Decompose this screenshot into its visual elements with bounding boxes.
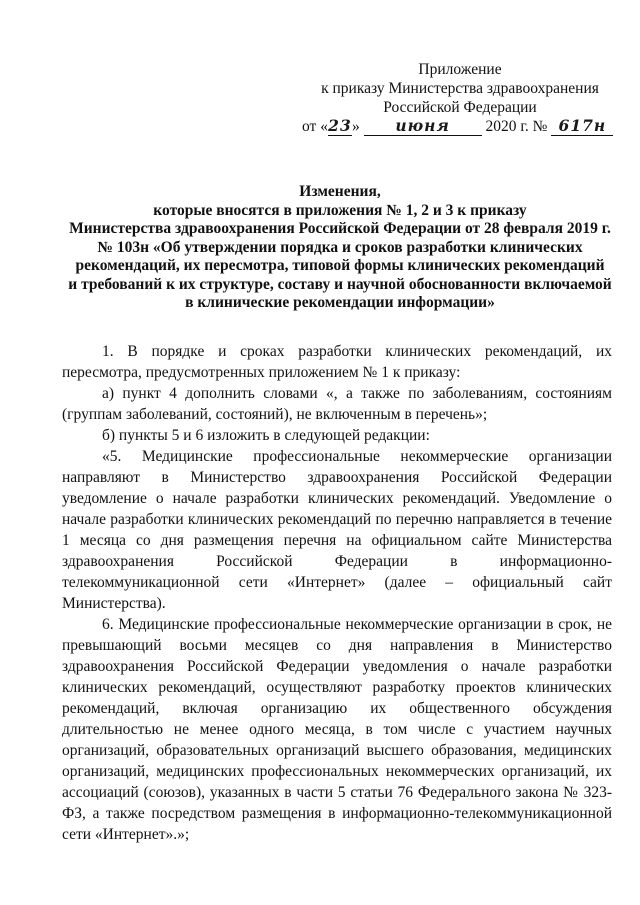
handwritten-day: 23 [328,116,352,135]
document-body [62,341,612,845]
paragraph-5: «5. Медицинские профессиональные некоммерческие организации направляют в Министерство здравоохранения Российской Федерации уведомление о начале разработки клинических рекомендаций. Уведомление о начале разработки клинических рекомендаций по перечню направляется в течение 1 месяца со дня размещения перечня на официальном сайте Министерства здравоохранения Российской Федерации в информационно-телекоммуникационной сети «Интернет» (далее – официальный сайт Министерства). [62,448,612,612]
year-text: 2020 г. № [485,118,548,135]
paragraph-1: 1. В порядке и сроках разработки клинических рекомендаций, их пересмотра, предусмотренных приложением № 1 к приказу: [62,343,612,381]
federation-line: Российской Федерации [383,99,537,116]
order-ref-line: к приказу Министерства здравоохранения [321,80,599,97]
paragraph-b: б) пункты 5 и 6 изложить в следующей редакции: [102,427,430,444]
document-title [60,183,620,313]
date-prefix: от « [302,118,328,135]
handwritten-month: июня [364,118,482,136]
paragraph-6: 6. Медицинские профессиональные некоммерческие организации в срок, не превышающий восьми месяцев со дня направления в Министерство здравоохранения Российской Федерации уведомления о начале разработки клинических рекомендаций, осуществляют разработку проектов клинических рекомендаций, включая организацию их общественного обсуждения длительностью не менее одного месяца, в том числе с участием научных организаций, образовательных организаций высшего образования, медицинских организаций, медицинских профессиональных некоммерческих организаций, их ассоциаций (союзов), указанных в части 5 статьи 76 Федерального закона № 323-ФЗ, а также посредством размещения в информационно-телекоммуникационной сети «Интернет».»; [62,616,612,843]
title-line: рекомендаций, их пересмотра, типовой формы клинических рекомендаций [75,257,605,274]
title-line: и требований к их структуре, составу и научной обоснованности включаемой [68,275,612,293]
appendix-header [300,60,620,136]
date-number-line [302,117,620,136]
title-line: которые вносятся в приложения № 1, 2 и 3 к приказу [153,201,527,219]
appendix-label: Приложение [418,61,502,78]
date-quote-close: » [351,118,360,135]
title-line: № 103н «Об утверждении порядка и сроков разработки клинических [97,238,583,256]
title-line: Министерства здравоохранения Российской Федерации от 28 февраля 2019 г. [69,220,611,237]
handwritten-order-number: 617н [551,118,613,136]
paragraph-a: а) пункт 4 дополнить словами «, а также по заболеваниям, состояниям (группам заболеваний, состояний), не включенным в перечень»; [62,385,612,423]
title-line: Изменения, [299,183,381,200]
title-line: в клинические рекомендации информации» [185,294,495,311]
